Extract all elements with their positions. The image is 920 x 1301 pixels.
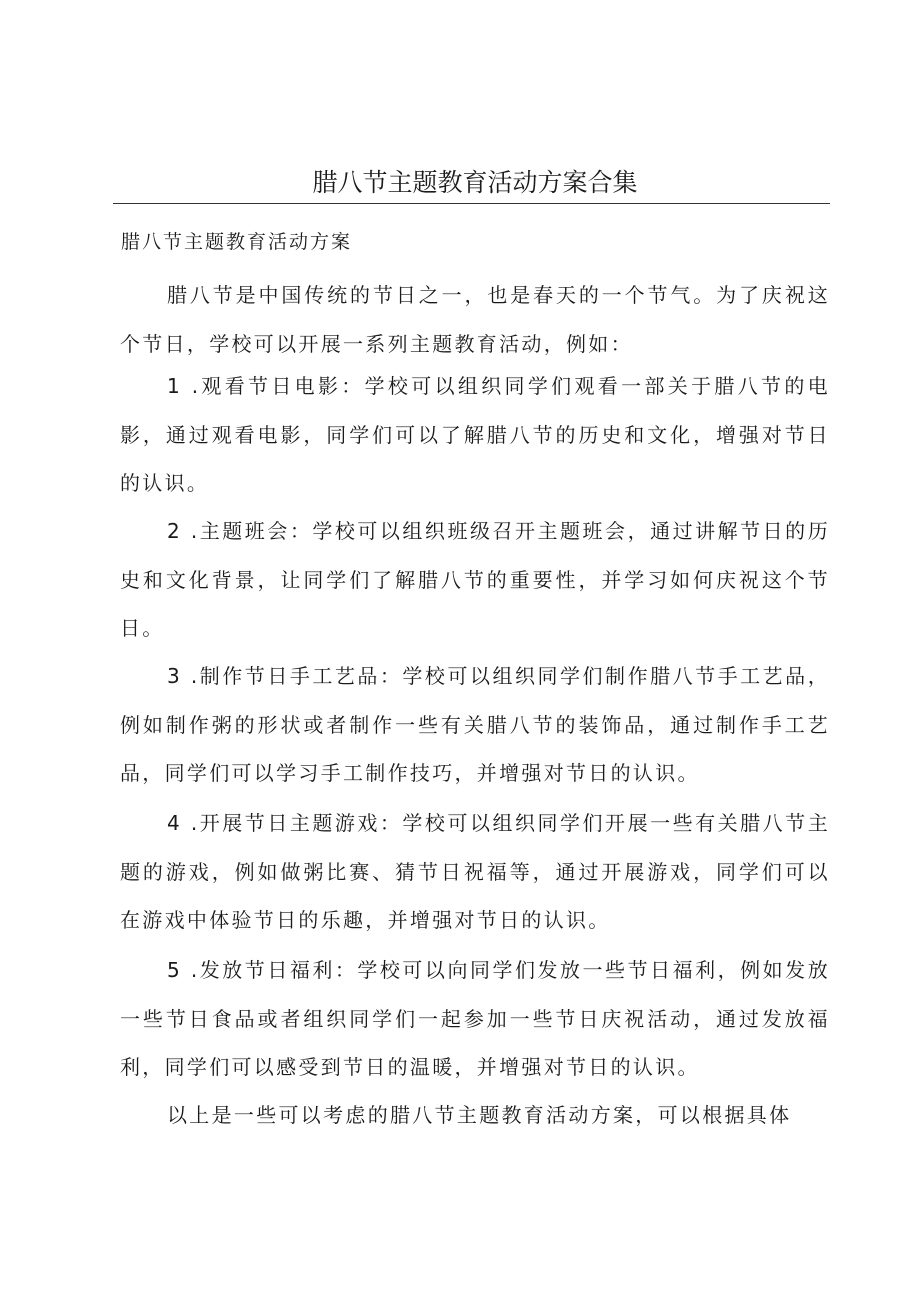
activity-item-4: 4 .开展节日主题游戏：学校可以组织同学们开展一些有关腊八节主题的游戏，例如做粥比赛、猜节日祝福等，通过开展游戏，同学们可以在游戏中体验节日的乐趣，并增强对节日的认识。: [120, 811, 830, 933]
intro-paragraph: 腊八节是中国传统的节日之一，也是春天的一个节气。为了庆祝这个节日，学校可以开展一系列主题教育活动，例如：: [120, 283, 830, 356]
activity-item-3: 3 .制作节日手工艺品：学校可以组织同学们制作腊八节手工艺品，例如制作粥的形状或者制作一些有关腊八节的装饰品，通过制作手工艺品，同学们可以学习手工制作技巧，并增强对节日的认识。: [120, 664, 830, 786]
section-heading: 腊八节主题教育活动方案: [121, 231, 353, 253]
document-title: 腊八节主题教育活动方案合集: [312, 168, 638, 197]
title-underline-divider: [113, 203, 830, 204]
activity-item-2: 2 .主题班会：学校可以组织班级召开主题班会，通过讲解节日的历史和文化背景，让同学们了解腊八节的重要性，并学习如何庆祝这个节日。: [120, 519, 830, 641]
conclusion-paragraph: 以上是一些可以考虑的腊八节主题教育活动方案，可以根据具体: [167, 1103, 792, 1127]
activity-item-1: 1 .观看节日电影：学校可以组织同学们观看一部关于腊八节的电影，通过观看电影，同学们可以了解腊八节的历史和文化，增强对节日的认识。: [120, 374, 830, 496]
activity-item-5: 5 .发放节日福利：学校可以向同学们发放一些节日福利，例如发放一些节日食品或者组织同学们一起参加一些节日庆祝活动，通过发放福利，同学们可以感受到节日的温暖，并增强对节日的认识。: [120, 958, 830, 1080]
